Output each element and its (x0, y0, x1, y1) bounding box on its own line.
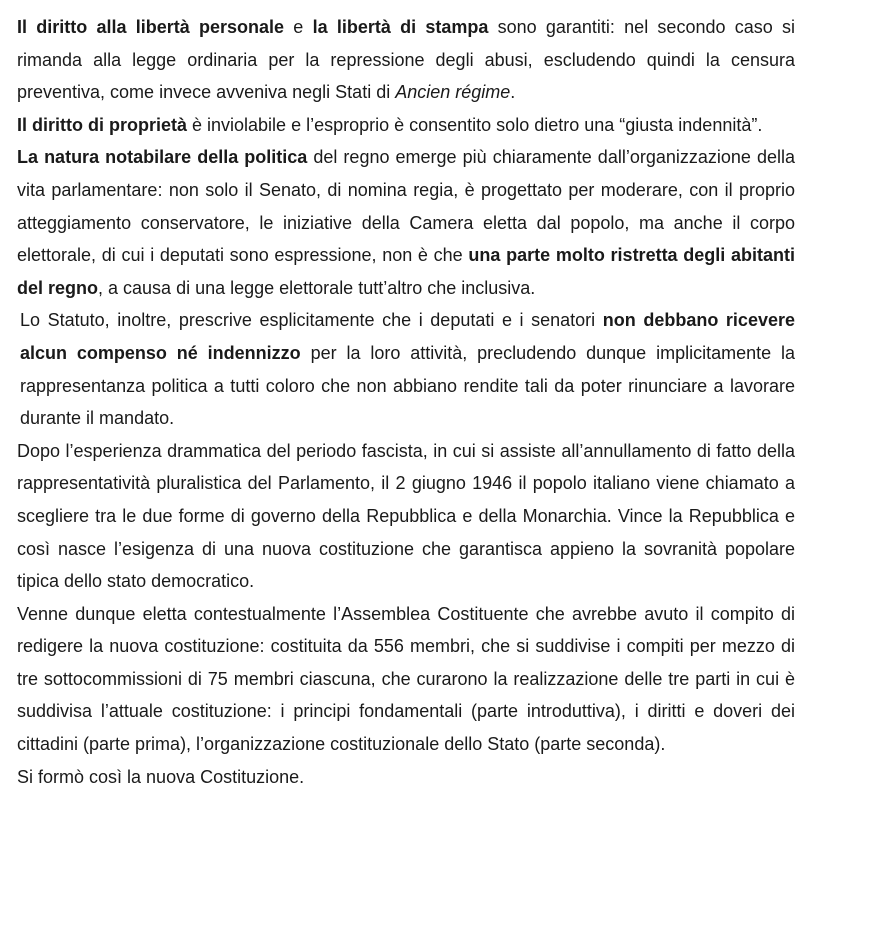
paragraph (17, 109, 795, 142)
paragraph (17, 598, 795, 761)
document-page (17, 11, 795, 793)
bold-text-segment: Il diritto alla libertà personale (17, 17, 285, 37)
text-segment: e (284, 17, 313, 37)
paragraph (17, 141, 795, 304)
text-segment: per la loro attività, precludendo dunque implicitamente la rappresentanza politica a tutti coloro che non abbiano rendite tali da poter rinunciare a lavorare durante il mandato. (20, 342, 796, 429)
paragraph (17, 304, 795, 434)
text-segment: Dopo l’esperienza drammatica del periodo fascista, in cui si assiste all’annullamento di fatto della rappresentatività pluralistica del Parlamento, il 2 giugno 1946 il popolo italiano viene chiamato a scegliere tra le due forme di governo della Repubblica e della Monarchia. Vince la Repubblica e così nasce l’esigenza di una nuova costituzione che garantisca appieno la sovranità popolare tipica dello stato democratico. (17, 440, 795, 592)
bold-text-segment: non debbano ricevere alcun compenso né indennizzo (20, 310, 795, 363)
paragraph (17, 11, 795, 109)
italic-text-segment: Ancien régime (395, 82, 511, 103)
document-body (17, 11, 795, 793)
bold-text-segment: la libertà di stampa (312, 17, 489, 37)
paragraph (17, 435, 795, 598)
bold-text-segment: una parte molto ristretta degli abitanti del regno (17, 245, 796, 298)
text-segment: Si formò così la nuova Costituzione. (17, 766, 305, 787)
text-segment: , a causa di una legge elettorale tutt’altro che inclusiva. (98, 277, 536, 298)
text-segment: sono garantiti: nel secondo caso si rimanda alla legge ordinaria per la repressione degli abusi, escludendo quindi la censura preventiva, come invece avveniva negli Stati di (17, 17, 795, 103)
bold-text-segment: Il diritto di proprietà (17, 114, 187, 135)
text-segment: del regno emerge più chiaramente dall’organizzazione della vita parlamentare: non solo il Senato, di nomina regia, è progettato per moderare, con il proprio atteggiamento conservatore, le iniziative della Camera eletta dal popolo, ma anche il corpo elettorale, di cui i deputati sono espressione, non è che (17, 147, 795, 266)
text-segment: . (510, 82, 516, 103)
text-segment: Venne dunque eletta contestualmente l’Assemblea Costituente che avrebbe avuto il compito di redigere la nuova costituzione: costituita da 556 membri, che si suddivise i compiti per mezzo di tre sottocommissioni di 75 membri ciascuna, che curarono la realizzazione delle tre parti in cui è suddivisa l’attuale costituzione: i principi fondamentali (parte introduttiva), i diritti e doveri dei cittadini (parte prima), l’organizzazione costituzionale dello Stato (parte seconda). (17, 603, 795, 755)
paragraph (17, 761, 795, 794)
text-segment: è inviolabile e l’esproprio è consentito solo dietro una “giusta indennità”. (187, 114, 763, 135)
text-segment: Lo Statuto, inoltre, prescrive esplicitamente che i deputati e i senatori (20, 310, 603, 331)
bold-text-segment: La natura notabilare della politica (17, 147, 308, 168)
